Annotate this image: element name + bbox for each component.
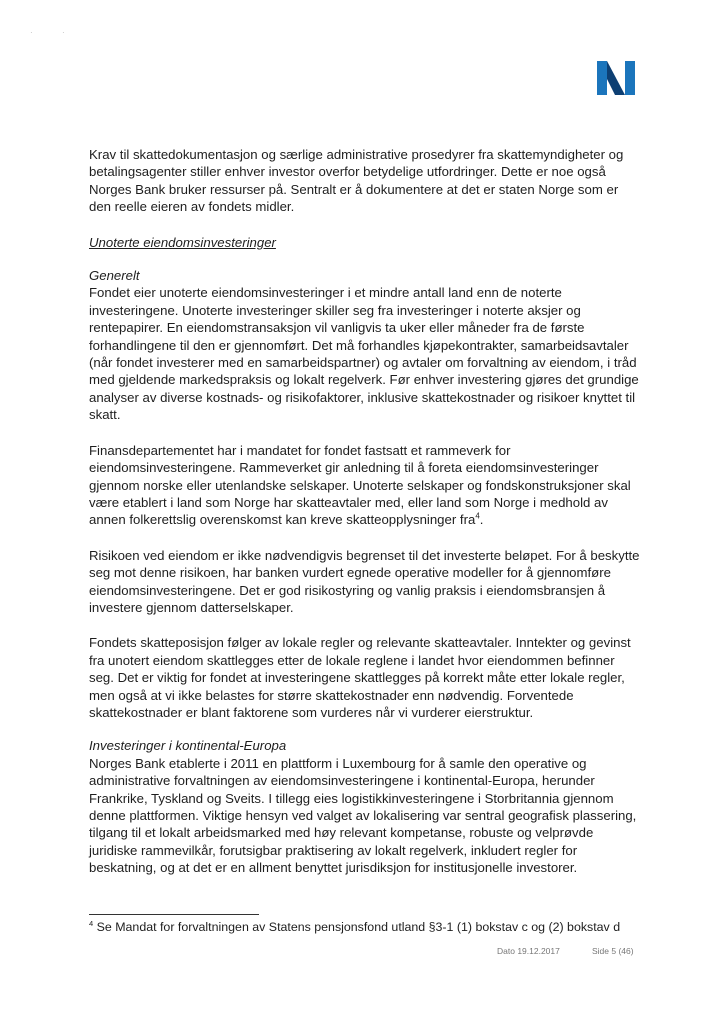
footnote-ref[interactable]: 4 — [475, 511, 480, 521]
risk-paragraph: Risikoen ved eiendom er ikke nødvendigvis begrenset til det investerte beløpet. For å beskytte seg mot denne risikoen, har banken vurdert egnede operative modeller for å gjennomføre eiendomsinvesteringene. Det er god risikostyring og vanlig praksis i eiendomsbransjen å investere gjennom datterselskaper. — [89, 547, 640, 615]
footnote-divider — [89, 914, 259, 915]
mandate-paragraph — [89, 442, 641, 529]
generelt-heading: Generelt — [89, 268, 140, 284]
generelt-paragraph — [89, 267, 641, 424]
europa-heading: Investeringer i kontinental-Europa — [89, 738, 287, 754]
europa-paragraph — [89, 737, 641, 876]
scan-mark: · — [62, 28, 65, 37]
section-heading: Unoterte eiendomsinvesteringer — [89, 234, 276, 250]
mandate-end: . — [479, 512, 484, 528]
generelt-text: Fondet eier unoterte eiendomsinvesteringer i et mindre antall land enn de noterte investeringene. Unoterte investeringer skiller seg fra investeringer i noterte aksjer og rentepapirer. En eiendomstransaksjon vil vanligvis ta uker eller måneder fra de første forhandlingene til den er gjennomført. Det må forhandles kjøpekontrakter, samarbeidsavtaler (når fondet investerer med en samarbeidspartner) og avtaler om forvaltning av eiendom, i tråd med gjeldende markedspraksis og lokalt regelverk. Før enhver investering gjøres det grundige analyser av diverse kostnads- og risikofaktorer, inklusive skattekostnader og risikoer knyttet til skatt. — [89, 285, 639, 423]
scan-mark: · — [30, 28, 33, 37]
document-body — [89, 146, 641, 895]
norges-bank-logo — [597, 61, 635, 95]
footnote — [89, 920, 649, 935]
mandate-text: Finansdepartementet har i mandatet for fondet fastsatt et rammeverk for eiendomsinvesteringene. Rammeverket gir anledning til å foreta eiendomsinvesteringer gjennom norske eller utenlandske selskaper. Unoterte selskaper og fondskonstruksjoner skal være etablert i land som Norge har skatteavtaler med, eller land som Norge i medhold av annen folkerettslig overenskomst kan kreve skatteopplysninger fra — [89, 442, 631, 528]
footnote-number: 4 — [89, 918, 94, 928]
footnote-text: Se Mandat for forvaltningen av Statens pensjonsfond utland §3-1 (1) bokstav c og (2) bokstav d — [93, 920, 621, 934]
intro-paragraph: Krav til skattedokumentasjon og særlige administrative prosedyrer fra skattemyndigheter og betalingsagenter stiller enhver investor overfor betydelige utfordringer. Dette er noe også Norges Bank bruker ressurser på. Sentralt er å dokumentere at det er staten Norge som er den reelle eieren av fondets midler. — [89, 147, 624, 215]
document-date: Dato 19.12.2017 — [497, 946, 560, 956]
page-number: Side 5 (46) — [592, 946, 634, 956]
europa-text: Norges Bank etablerte i 2011 en plattform i Luxembourg for å samle den operative og administrative forvaltningen av eiendomsinvesteringene i kontinental-Europa, herunder Frankrike, Tyskland og Sveits. I tillegg eies logistikkinvesteringene i Storbritannia gjennom denne plattformen. Viktige hensyn ved valget av lokalisering var sentral geografisk plassering, tilgang til et lokalt arbeidsmarked med høy relevant kompetanse, robuste og velprøvde juridiske rammevilkår, forutsigbar praktisering av lokalt regelverk, inkludert regler for beskatning, og at det er en allment benyttet jurisdiksjon for institusjonelle investorer. — [89, 755, 637, 876]
tax-position-paragraph: Fondets skatteposisjon følger av lokale regler og relevante skatteavtaler. Inntekter og gevinst fra unotert eiendom skattlegges etter de lokale reglene i landet hvor eiendommen befinner seg. Det er viktig for fondet at investeringene skattlegges på korrekt måte etter lokale regler, men også at vi ikke belastes for større skattekostnader enn nødvendig. Forventede skattekostnader er blant faktorene som vurderes når vi vurderer eierstruktur. — [89, 635, 631, 720]
